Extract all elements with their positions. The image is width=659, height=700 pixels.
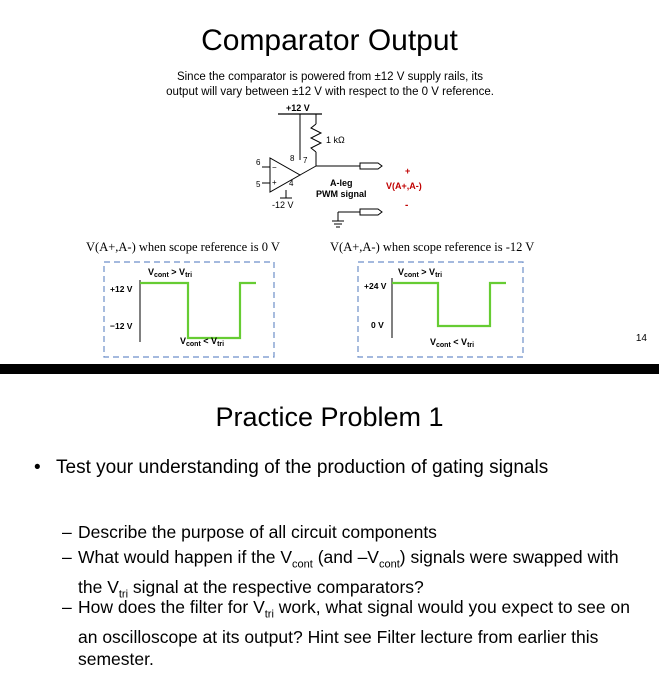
output-minus-sign: - — [405, 200, 409, 211]
comparator-circuit-diagram — [0, 0, 659, 240]
aleg-label-line-2: PWM signal — [316, 189, 367, 199]
subtitle-line-1: Since the comparator is powered from ±12 V supply rails, its — [176, 71, 484, 83]
dash-icon: – — [62, 547, 72, 567]
left-plot-low-label: −12 V — [110, 321, 133, 331]
dash-icon: – — [62, 597, 72, 617]
slide-title: Comparator Output — [201, 24, 458, 57]
dash-icon: – — [62, 522, 72, 542]
sub-bullet-text: How does the filter for $V_{tri}$ work, what signal would you expect to see on an oscilloscope at its output? Hint see Filter lecture from earlier this semester. — [78, 597, 630, 669]
pin-5-label: 5 — [256, 180, 261, 189]
left-plot-bottom-condition: $V_{cont} < V_{tri}$ — [180, 336, 225, 348]
pin-4-label: 4 — [289, 179, 294, 188]
resistor-label: 1 kΩ — [326, 135, 345, 145]
slide-title: Practice Problem 1 — [215, 402, 444, 432]
pin-7-label: 7 — [303, 156, 308, 165]
bullet-dot-icon: • — [34, 457, 41, 478]
right-plot-heading: V(A+,A-) when scope reference is -12 V — [330, 240, 535, 254]
left-plot-top-condition: $V_{cont} > V_{tri}$ — [148, 267, 193, 279]
pin-8-label: 8 — [290, 154, 295, 163]
supply-positive-label: +12 V — [286, 103, 310, 113]
input-plus-sign: + — [272, 178, 277, 187]
scope-plots — [0, 230, 659, 362]
left-plot-heading: V(A+,A-) when scope reference is 0 V — [86, 240, 280, 254]
left-plot-high-label: +12 V — [110, 284, 133, 294]
sub-bullet-text: Describe the purpose of all circuit components — [78, 522, 437, 542]
input-minus-sign: − — [272, 163, 277, 172]
right-plot-pwm-trace — [392, 283, 506, 326]
right-plot-bottom-condition: $V_{cont} < V_{tri}$ — [430, 337, 475, 349]
aleg-label-line-1: A-leg — [330, 178, 353, 188]
output-terminal-a-plus — [360, 163, 382, 169]
right-plot-top-condition: $V_{cont} > V_{tri}$ — [398, 267, 443, 279]
output-voltage-label: V(A+,A-) — [386, 181, 422, 191]
supply-negative-label: -12 V — [272, 200, 294, 210]
sub-bullet-text: What would happen if the $V_{cont}$ (and $-V_{cont}$) signals were swapped with the $V_{tri}$ signal at the respective comparators? — [78, 547, 619, 600]
right-plot-high-label: +24 V — [364, 281, 387, 291]
comparator-output-wire — [300, 166, 316, 175]
left-plot-pwm-trace — [140, 283, 256, 338]
slide-practice-problem — [0, 374, 659, 700]
output-plus-sign: + — [405, 166, 411, 176]
subtitle-line-2: output will vary between ±12 V with respect to the 0 V reference. — [166, 86, 494, 98]
pin-6-label: 6 — [256, 158, 261, 167]
output-terminal-a-minus — [360, 209, 382, 215]
page-number: 14 — [635, 333, 647, 344]
right-plot-low-label: 0 V — [371, 320, 384, 330]
bullet-text: Test your understanding of the production of gating signals — [56, 457, 549, 478]
pullup-resistor — [311, 124, 321, 152]
slide-divider — [0, 364, 659, 374]
